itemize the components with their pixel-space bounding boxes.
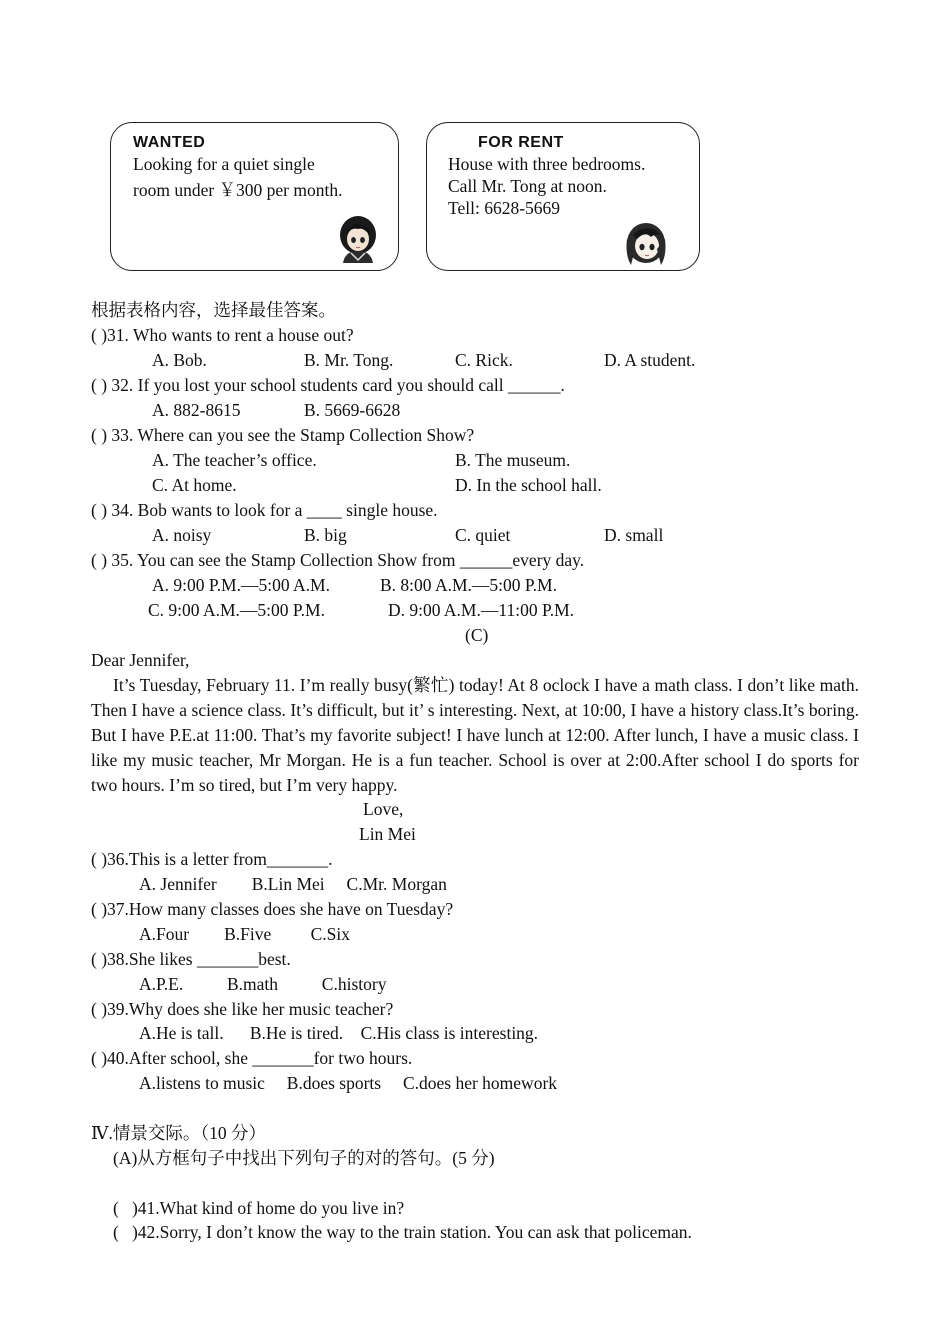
section-iv-heading: Ⅳ.情景交际。（10 分） [91,1123,266,1143]
question-38-stem: ( )38.She likes _______best. [91,949,291,969]
wanted-ad-line-1: Looking for a quiet single [133,154,315,174]
letter-signature: Lin Mei [359,824,416,844]
question-39-options: A.He is tall. B.He is tired. C.His class is interesting. [139,1023,539,1043]
question-33-option-d: D. In the school hall. [455,475,602,495]
question-33-option-a: A. The teacher’s office. [152,450,317,470]
question-38-options: A.P.E. B.math C.history [139,974,387,994]
for-rent-ad-line-2: Call Mr. Tong at noon. [448,176,607,196]
for-rent-ad-title: FOR RENT [478,134,564,151]
question-33-stem: ( ) 33. Where can you see the Stamp Collection Show? [91,425,475,445]
question-42: ( )42.Sorry, I don’t know the way to the train station. You can ask that policeman. [113,1222,692,1242]
girl-portrait-icon [333,213,383,263]
question-36-stem: ( )36.This is a letter from_______. [91,849,333,869]
question-37-stem: ( )37.How many classes does she have on Tuesday? [91,899,454,919]
girl-portrait-icon [621,221,671,269]
question-34-option-b: B. big [304,525,347,545]
question-37-options: A.Four B.Five C.Six [139,924,350,944]
for-rent-ad-line-3: Tell: 6628-5669 [448,198,561,218]
question-33-option-c: C. At home. [152,475,237,495]
question-40-stem: ( )40.After school, she _______for two hours. [91,1048,413,1068]
question-35-option-a: A. 9:00 P.M.—5:00 A.M. [152,575,330,595]
question-32-stem: ( ) 32. If you lost your school students card you should call ______. [91,375,565,395]
question-32-option-a: A. 882-8615 [152,400,241,420]
question-34-stem: ( ) 34. Bob wants to look for a ____ single house. [91,500,438,520]
question-35-option-c: C. 9:00 A.M.—5:00 P.M. [148,600,325,620]
question-39-stem: ( )39.Why does she like her music teacher? [91,999,394,1019]
question-31-option-a: A. Bob. [152,350,207,370]
question-33-option-b: B. The museum. [455,450,571,470]
section-iv-part-a: (A)从方框句子中找出下列句子的对的答句。(5 分) [113,1148,495,1168]
question-35-option-b: B. 8:00 A.M.—5:00 P.M. [380,575,557,595]
wanted-ad-box [110,122,399,271]
wanted-ad-line-2: room under ￥300 per month. [133,180,343,200]
question-36-options: A. Jennifer B.Lin Mei C.Mr. Morgan [139,874,447,894]
letter-closing: Love, [363,799,404,819]
letter-body: It’s Tuesday, February 11. I’m really busy(繁忙) today! At 8 oclock I have a math class. I don’t like math. Then I have a science class. It’s difficult, but it’ s interesting. Next, at 10:00, I have a history class.It’s boring. But I have P.E.at 11:00. That’s my favorite subject! I have lunch at 12:00. After lunch, I have a music class. I like my music teacher, Mr Morgan. He is a fun teacher. School is over at 2:00.After school I do sports for two hours. I’m so tired, but I’m very happy. [91,675,859,795]
letter-greeting: Dear Jennifer, [91,650,190,670]
question-34-option-a: A. noisy [152,525,212,545]
wanted-ad-title: WANTED [133,134,206,151]
for-rent-ad-box [426,122,700,271]
question-35-option-d: D. 9:00 A.M.—11:00 P.M. [388,600,575,620]
question-34-option-d: D. small [604,525,664,545]
question-40-options: A.listens to music B.does sports C.does her homework [139,1073,558,1093]
question-32-option-b: B. 5669-6628 [304,400,401,420]
section-c-label: (C) [465,625,489,645]
question-41: ( )41.What kind of home do you live in? [113,1198,405,1218]
question-31-option-c: C. Rick. [455,350,513,370]
question-34-option-c: C. quiet [455,525,511,545]
question-31-stem: ( )31. Who wants to rent a house out? [91,325,354,345]
question-35-stem: ( ) 35. You can see the Stamp Collection Show from ______every day. [91,550,585,570]
question-31-option-d: D. A student. [604,350,696,370]
question-31-option-b: B. Mr. Tong. [304,350,394,370]
section-instruction: 根据表格内容，选择最佳答案。 [91,300,336,320]
for-rent-ad-line-1: House with three bedrooms. [448,154,646,174]
